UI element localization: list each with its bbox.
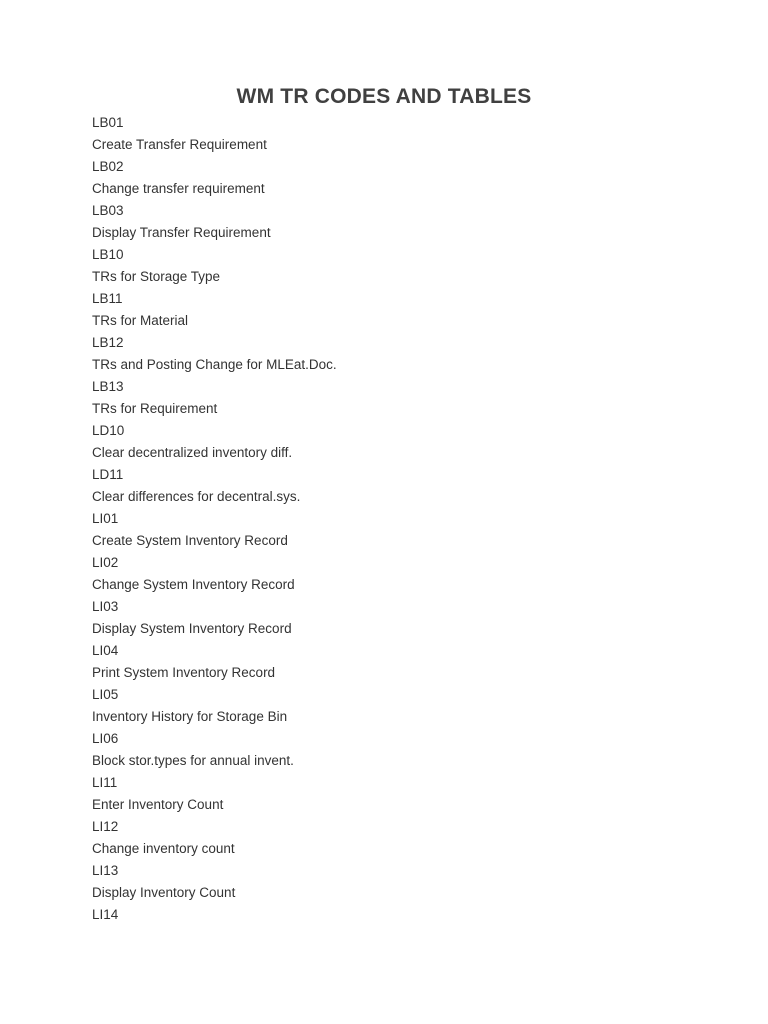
description-line: Block stor.types for annual invent. xyxy=(92,753,294,768)
description-line: Change transfer requirement xyxy=(92,181,265,196)
description-line: Create Transfer Requirement xyxy=(92,137,267,152)
code-line: LI04 xyxy=(92,643,119,658)
code-line: LD11 xyxy=(92,467,124,482)
description-line: Display Transfer Requirement xyxy=(92,225,271,240)
code-line: LB12 xyxy=(92,335,124,350)
code-line: LB10 xyxy=(92,247,124,262)
description-line: Change inventory count xyxy=(92,841,235,856)
code-line: LD10 xyxy=(92,423,125,438)
code-line: LB13 xyxy=(92,379,124,394)
description-line: Display System Inventory Record xyxy=(92,621,292,636)
code-line: LB03 xyxy=(92,203,124,218)
code-line: LB11 xyxy=(92,291,123,306)
code-line: LI13 xyxy=(92,863,119,878)
code-line: LI03 xyxy=(92,599,119,614)
description-line: TRs and Posting Change for MLEat.Doc. xyxy=(92,357,337,372)
code-line: LI14 xyxy=(92,907,119,922)
description-line: Create System Inventory Record xyxy=(92,533,288,548)
code-line: LB01 xyxy=(92,115,124,130)
description-line: TRs for Material xyxy=(92,313,189,328)
page-title: WM TR CODES AND TABLES xyxy=(236,85,532,108)
description-line: Enter Inventory Count xyxy=(92,797,224,812)
code-line: LI12 xyxy=(92,819,119,834)
code-list xyxy=(92,112,337,926)
code-line: LI01 xyxy=(92,511,119,526)
description-line: TRs for Storage Type xyxy=(92,269,221,284)
description-line: Display Inventory Count xyxy=(92,885,236,900)
code-line: LI11 xyxy=(92,775,118,790)
code-line: LI06 xyxy=(92,731,119,746)
description-line: TRs for Requirement xyxy=(92,401,218,416)
description-line: Clear decentralized inventory diff. xyxy=(92,445,293,460)
description-line: Change System Inventory Record xyxy=(92,577,295,592)
code-line: LI02 xyxy=(92,555,119,570)
description-line: Print System Inventory Record xyxy=(92,665,276,680)
description-line: Inventory History for Storage Bin xyxy=(92,709,288,724)
code-line: LI05 xyxy=(92,687,119,702)
code-line: LB02 xyxy=(92,159,124,174)
description-line: Clear differences for decentral.sys. xyxy=(92,489,301,504)
